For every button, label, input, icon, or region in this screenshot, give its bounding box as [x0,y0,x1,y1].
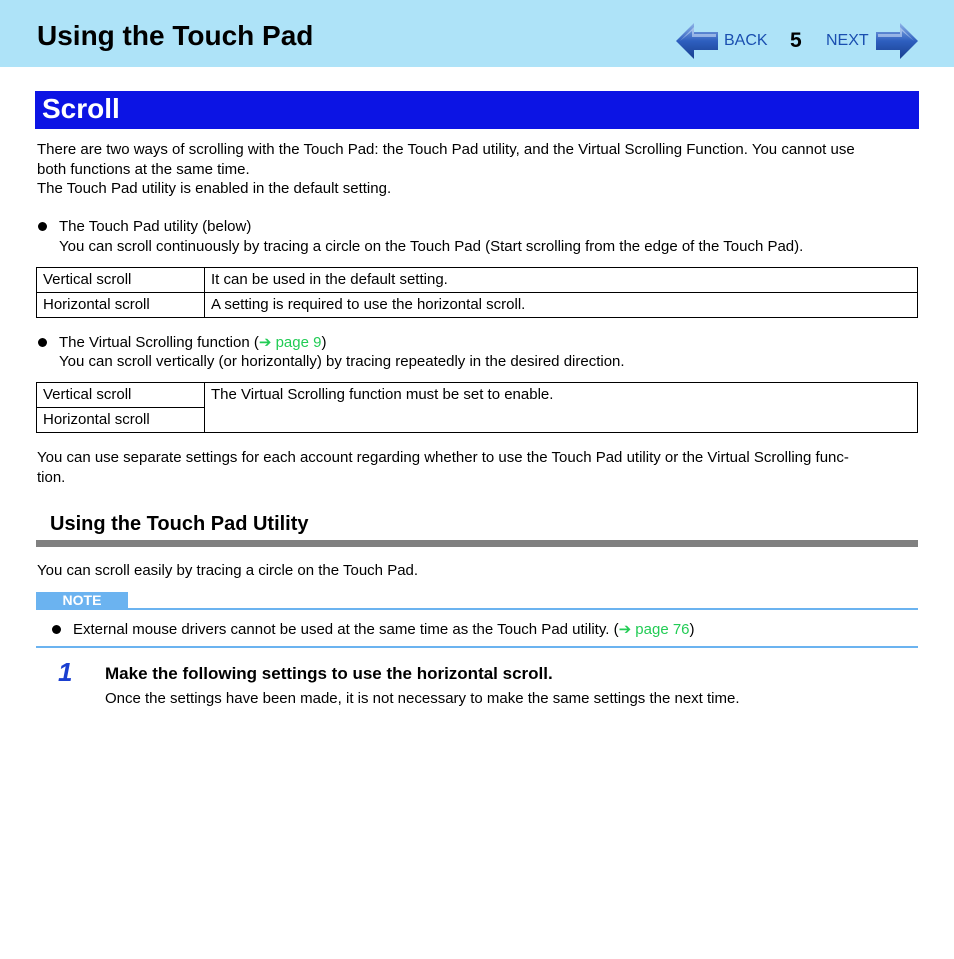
bullet-1-description: You can scroll continuously by tracing a circle on the Touch Pad (Start scrolling from the edge of the Touch Pad). [59,238,804,255]
bullet-2-description: You can scroll vertically (or horizontally) by tracing repeatedly in the desired direction. [59,353,625,370]
bullet-2-title-close: ) [321,334,327,351]
touch-pad-utility-table [36,267,918,318]
subsection-title: Using the Touch Pad Utility [50,513,309,535]
note-text-close: ) [689,621,695,638]
arrow-right-icon: ➔ [618,621,632,638]
table-cell-value: It can be used in the default setting. [205,268,918,293]
arrow-right-icon: ➔ [258,334,272,351]
bullet-icon [38,338,47,347]
back-arrow-icon[interactable] [676,23,718,59]
page-9-link-text: page 9 [271,334,322,351]
table-cell-label: Horizontal scroll [37,293,205,318]
account-note-line-2: tion. [37,469,66,486]
note-divider-bottom [36,646,918,648]
bullet-2-title [59,333,326,353]
next-link[interactable]: NEXT [826,32,869,49]
note-label: NOTE [36,592,128,609]
intro-line-2: both functions at the same time. [37,161,250,178]
next-arrow-icon[interactable] [876,23,918,59]
page-76-link-text: page 76 [631,621,690,638]
bullet-2-title-text: The Virtual Scrolling function ( [59,334,259,351]
back-link[interactable]: BACK [724,32,768,49]
virtual-scrolling-table [36,382,918,433]
table-cell-value: A setting is required to use the horizontal scroll. [205,293,918,318]
page-9-link[interactable] [259,334,322,351]
step-number: 1 [58,657,73,687]
note-divider-top [36,608,918,610]
bullet-1-title: The Touch Pad utility (below) [59,218,252,235]
intro-line-1: There are two ways of scrolling with the Touch Pad: the Touch Pad utility, and the Virtual Scrolling Function. You cannot use [37,141,855,158]
table-cell-label: Vertical scroll [37,383,205,408]
note-text-main: External mouse drivers cannot be used at the same time as the Touch Pad utility. ( [73,621,619,638]
step-text: Once the settings have been made, it is not necessary to make the same settings the next time. [105,690,740,707]
page-title: Using the Touch Pad [37,20,314,51]
bullet-icon [52,625,61,634]
subsection-divider [36,540,918,547]
table-cell-label: Vertical scroll [37,268,205,293]
page-number: 5 [790,29,802,52]
table-row [37,293,918,318]
note-text [73,620,695,640]
step-title: Make the following settings to use the horizontal scroll. [105,664,553,683]
subsection-intro: You can scroll easily by tracing a circle on the Touch Pad. [37,562,419,579]
table-cell-label: Horizontal scroll [37,408,205,433]
table-row [37,268,918,293]
account-note-line-1: You can use separate settings for each account regarding whether to use the Touch Pad utility or the Virtual Scrolling func- [37,449,849,466]
intro-line-3: The Touch Pad utility is enabled in the default setting. [37,180,392,197]
section-title: Scroll [42,93,120,124]
table-row [37,383,918,408]
page-76-link[interactable] [619,621,690,638]
table-cell-value: The Virtual Scrolling function must be set to enable. [205,383,918,433]
bullet-icon [38,222,47,231]
section-bar [35,91,919,129]
